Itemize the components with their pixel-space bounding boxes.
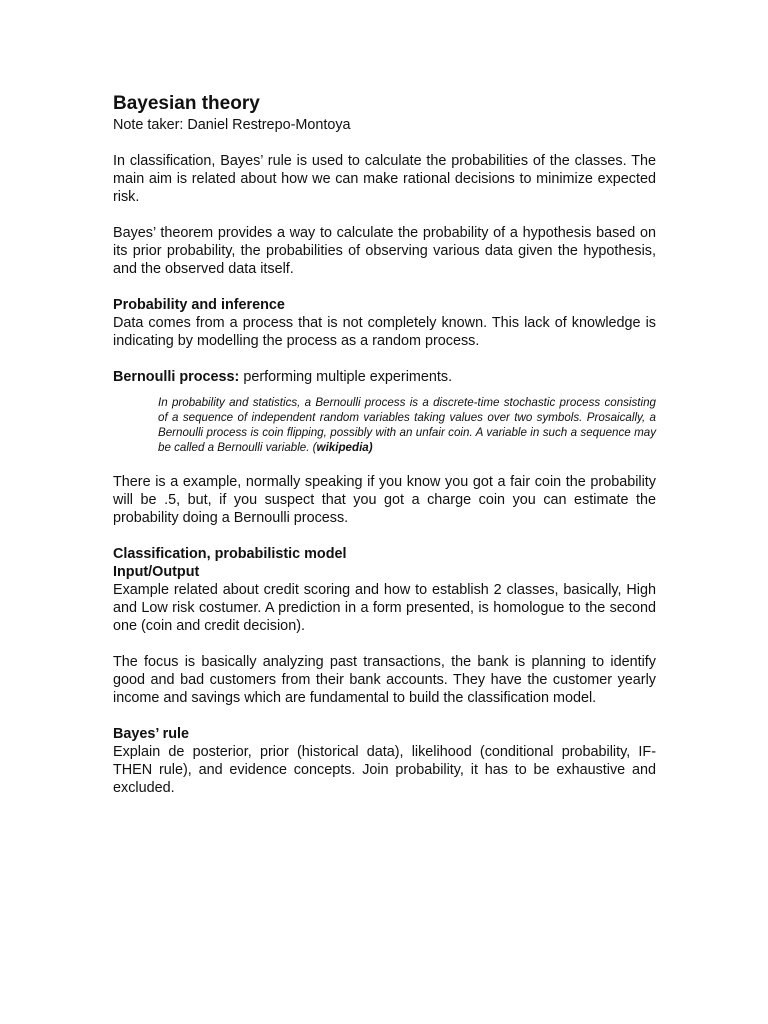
probability-heading: Probability and inference — [113, 297, 285, 313]
bernoulli-quote-source: wikipedia) — [316, 441, 373, 454]
bernoulli-text: performing multiple experiments. — [239, 369, 453, 385]
document-page — [113, 92, 656, 797]
classification-heading: Classification, probabilistic model — [113, 546, 347, 562]
classification-body-2: The focus is basically analyzing past transactions, the bank is planning to identify good and bad customers from their bank accounts. They have the customer yearly income and savings which are fundamental to build the classification model. — [113, 654, 656, 706]
document-title: Bayesian theory — [113, 93, 260, 114]
intro-paragraph-2: Bayes’ theorem provides a way to calculate the probability of a hypothesis based on its prior probability, the probabilities of observing various data given the hypothesis, and the observed data itself. — [113, 225, 656, 277]
bernoulli-example: There is a example, normally speaking if you know you got a fair coin the probability will be .5, but, if you suspect that you got a charge coin you can estimate the probability doing a Bernoulli process. — [113, 474, 656, 526]
classification-subheading: Input/Output — [113, 564, 200, 580]
bernoulli-label: Bernoulli process: — [113, 369, 240, 385]
classification-body-1: Example related about credit scoring and how to establish 2 classes, basically, High and Low risk costumer. A prediction in a form presented, is homologue to the second one (coin and credit decision). — [113, 582, 656, 634]
probability-body: Data comes from a process that is not completely known. This lack of knowledge is indicating by modelling the process as a random process. — [113, 315, 656, 349]
note-taker: Note taker: Daniel Restrepo-Montoya — [113, 117, 351, 133]
bernoulli-line — [113, 368, 656, 386]
bayes-rule-heading: Bayes’ rule — [113, 726, 190, 742]
bernoulli-quote — [158, 395, 656, 455]
bernoulli-quote-text: In probability and statistics, a Bernoulli process is a discrete-time stochastic process consisting of a sequence of independent random variables taking values over two symbols. Prosaically, a Bernoulli process is coin flipping, possibly with an unfair coin. A variable in such a sequence may be called a Bernoulli variable. ( — [158, 396, 656, 454]
bayes-rule-body: Explain de posterior, prior (historical data), likelihood (conditional probability, IF-THEN rule), and evidence concepts. Join probability, it has to be exhaustive and excluded. — [113, 744, 656, 796]
intro-paragraph-1: In classification, Bayes’ rule is used to calculate the probabilities of the classes. The main aim is related about how we can make rational decisions to minimize expected risk. — [113, 153, 656, 205]
